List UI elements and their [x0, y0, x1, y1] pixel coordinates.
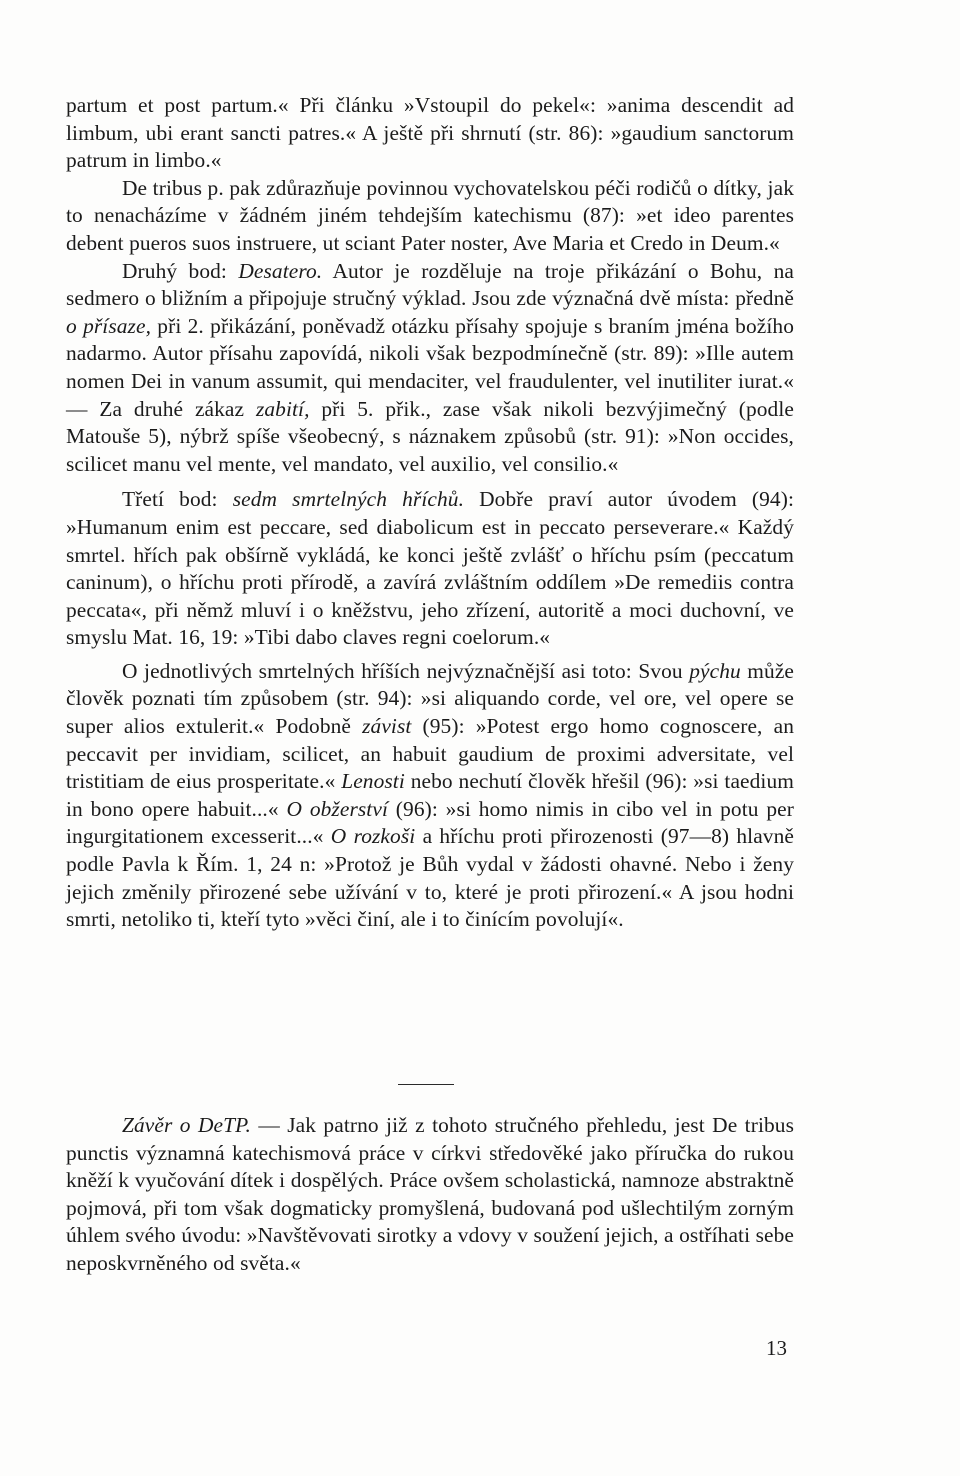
text-run: (96): »si homo nimis in cibo vel in potu per ingurgitationem excesserit...«: [66, 796, 794, 849]
text-run: při 2. přikázání, poněvadž otázku přísahy spojuje s braním jména božího nadarmo. Autor přísahu zapovídá, nikoli však bezpodmínečně (str. 89): »Ille autem nomen Dei in vanum assumit, qui mendaciter, vel fraudulenter, vel inutiliter iurat.« — Za druhé zákaz: [66, 313, 795, 421]
text-run: De tribus p. pak zdůrazňuje povinnou vychovatelskou péči rodičů o dítky, jak to nenacházíme v žádném jiném tehdejším katechismu (87): »et ideo parentes debent pueros suos instruere, ut sciant Pater noster, Ave Maria et Credo in Deum.«: [66, 175, 794, 255]
italic-term: Desatero.: [238, 258, 323, 283]
italic-term: o přísaze,: [66, 313, 152, 338]
body-text: [66, 92, 794, 934]
text-run: O jednotlivých smrtelných hříších nejvýznačnější asi toto: Svou: [122, 658, 690, 683]
text-run: Autor je rozděluje na troje přikázání o Bohu, na sedmero o bližním a připojuje stručný výklad. Jsou zde význačná dvě místa: předně: [66, 258, 794, 311]
conclusion-text: [66, 1112, 794, 1278]
paragraph-3: [66, 258, 794, 479]
text-run: při 5. přik., zase však nikoli bezvýjimečný (podle Matouše 5), nýbrž spíše všeobecný, s náznakem způsobů (str. 91): »Non occides, scilicet manu vel mente, vel mandato, vel auxilio, vel consilio.«: [66, 396, 794, 476]
text-run: a hříchu proti přirozenosti (97—8) hlavně podle Pavla k Řím. 1, 24 n: »Protož je Bůh vydal v žádosti ohavné. Nebo i ženy jejich změnily přirozené sebe užívání v to, které je proti přirození.« A jsou hodni smrti, netoliko ti, kteří tyto »věci činí, ale i to činícím povolují«.: [66, 824, 794, 932]
text-run: Druhý bod:: [122, 258, 239, 283]
paragraph-5: [66, 658, 794, 934]
italic-term: sedm smrtelných hříchů.: [232, 487, 465, 512]
italic-term: Lenosti: [341, 769, 405, 794]
paragraph-conclusion: [66, 1112, 794, 1278]
text-run: — Jak patrno již z tohoto stručného přehledu, jest De tribus punctis významná katechismová práce v církvi středověké jako příručka do rukou kněží k vyučování dítek i dospělých. Práce ovšem scholastická, namnoze abstraktně pojmová, při tom však dogmaticky promyšlená, budovaná pod ušlechtilým zorným úhlem svého úvodu: »Navštěvovati sirotky a vdovy v soužení jejich, a ostříhati sebe neposkvrněného od světa.«: [66, 1113, 794, 1275]
text-run: Třetí bod:: [122, 487, 233, 512]
paragraph-4: [66, 486, 794, 652]
italic-term: závist: [362, 714, 412, 739]
italic-term: O obžerství: [286, 796, 388, 821]
text-run: partum et post partum.« Při článku »Vstoupil do pekel«: »anima descendit ad limbum, ubi erant sancti patres.« A ještě při shrnutí (str. 86): »gaudium sanctorum patrum in limbo.«: [66, 93, 794, 173]
page-number: 13: [766, 1336, 787, 1360]
paragraph-2: [66, 175, 794, 258]
section-divider: [398, 1084, 454, 1085]
text-run: Dobře praví autor úvodem (94): »Humanum enim est peccare, sed diabolicum est in peccato perseverare.« Každý smrtel. hřích pak obšírně vykládá, ke konci ještě zvlášť o hříchu psím (peccatum caninum), o hříchu proti přírodě, a zavírá zvláštním oddílem »De remediis contra peccata«, při němž mluví i o kněžstvu, jeho zřízení, autoritě a moci duchovní, ve smyslu Mat. 16, 19: »Tibi dabo claves regni coelorum.«: [66, 487, 794, 650]
text-run: může člověk poznati tím způsobem (str. 94): »si aliquando corde, vel ore, vel opere se super alios extulerit.« Podobně: [66, 658, 795, 739]
text-run: nebo nechutí člověk hřešil (96): »si taedium in bono opere habuit...«: [66, 769, 795, 821]
italic-term: zabití,: [255, 396, 310, 421]
text-run: (95): »Potest ergo homo cognoscere, an peccavit per invidiam, scilicet, an habuit gaudium de proximi adversitate, vel tristitiam de eius prosperitate.«: [66, 714, 794, 794]
italic-term: pýchu: [689, 658, 741, 683]
italic-term: O rozkoši: [330, 824, 416, 849]
paragraph-1: [66, 92, 794, 175]
italic-term: Závěr o DeTP.: [122, 1113, 251, 1137]
